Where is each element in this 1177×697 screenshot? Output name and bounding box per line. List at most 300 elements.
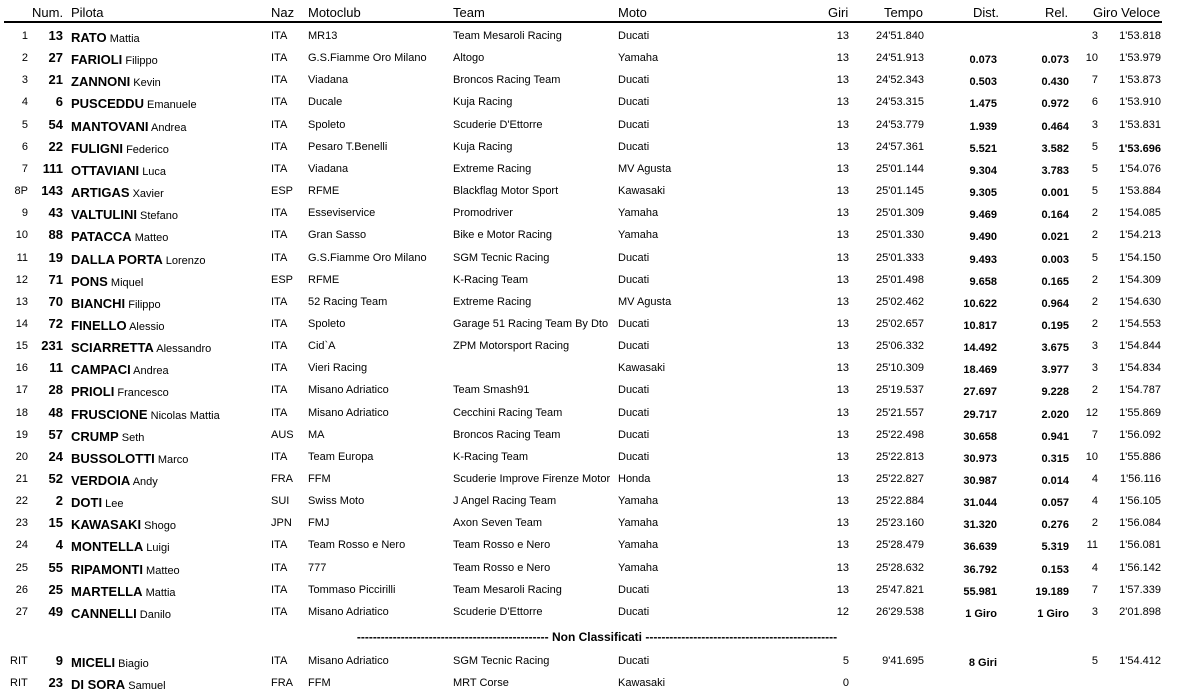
motorcycle: Ducati bbox=[618, 340, 650, 353]
fastest-lap-time: 1'53.873 bbox=[1119, 74, 1161, 87]
rider-number: 19 bbox=[48, 249, 63, 265]
team: Altogo bbox=[453, 52, 485, 65]
header-team: Team bbox=[453, 5, 485, 20]
nationality: ITA bbox=[271, 251, 288, 264]
gap-to-leader: 10.817 bbox=[963, 319, 997, 332]
fastest-lap-time: 1'53.979 bbox=[1119, 52, 1161, 65]
race-time: 25'22.884 bbox=[876, 495, 924, 508]
rider-number: 4 bbox=[55, 537, 63, 553]
result-row bbox=[0, 181, 1177, 203]
result-row bbox=[0, 225, 1177, 247]
fastest-lap-number: 3 bbox=[1091, 362, 1098, 375]
gap-to-leader: 27.697 bbox=[963, 386, 997, 399]
team: J Angel Racing Team bbox=[453, 495, 557, 508]
nationality: ITA bbox=[271, 229, 288, 242]
rider-name bbox=[71, 274, 143, 289]
rider-surname: BUSSOLOTTI bbox=[71, 450, 155, 466]
position: 3 bbox=[21, 74, 28, 87]
motoclub: Ducale bbox=[308, 96, 343, 109]
motoclub: 52 Racing Team bbox=[308, 295, 388, 308]
rider-first-name: Filippo bbox=[128, 298, 161, 311]
motorcycle: Yamaha bbox=[618, 207, 659, 220]
rider-number: 49 bbox=[48, 603, 63, 619]
rider-first-name: Matteo bbox=[146, 564, 180, 577]
rider-number: 43 bbox=[48, 205, 63, 221]
team: Kuja Racing bbox=[453, 96, 513, 109]
gap-to-leader: 0.503 bbox=[969, 76, 997, 89]
race-time: 25'06.332 bbox=[876, 340, 924, 353]
rider-surname: FULIGNI bbox=[71, 140, 123, 156]
motoclub: Pesaro T.Benelli bbox=[308, 140, 388, 153]
nationality: ITA bbox=[271, 561, 288, 574]
gap-to-previous: 3.783 bbox=[1041, 164, 1069, 177]
rider-first-name: Shogo bbox=[144, 520, 176, 533]
rider-name bbox=[71, 562, 180, 577]
position: RIT bbox=[10, 655, 28, 667]
fastest-lap-number: 2 bbox=[1091, 207, 1098, 220]
rider-number: 28 bbox=[48, 382, 63, 398]
rider-name bbox=[71, 207, 178, 222]
gap-to-previous: 0.315 bbox=[1041, 452, 1069, 465]
result-row bbox=[0, 469, 1177, 491]
nationality: ITA bbox=[271, 655, 288, 667]
rider-surname: FRUSCIONE bbox=[71, 406, 148, 422]
position: 10 bbox=[15, 229, 28, 242]
motoclub: FFM bbox=[308, 677, 331, 689]
nationality: JPN bbox=[271, 517, 292, 530]
fastest-lap-number: 10 bbox=[1085, 450, 1098, 463]
rider-surname: CANNELLI bbox=[71, 605, 137, 621]
team: Team Rosso e Nero bbox=[453, 561, 551, 574]
motorcycle: Ducati bbox=[618, 140, 650, 153]
laps: 13 bbox=[836, 30, 849, 42]
fastest-lap-number: 7 bbox=[1091, 428, 1098, 441]
rider-number: 13 bbox=[48, 28, 63, 43]
rider-first-name: Seth bbox=[121, 431, 145, 444]
fastest-lap-time: 1'54.150 bbox=[1119, 251, 1161, 264]
header-moto: Moto bbox=[618, 5, 647, 20]
laps: 13 bbox=[836, 450, 849, 463]
nationality: ITA bbox=[271, 295, 288, 308]
result-row bbox=[0, 580, 1177, 602]
rider-name bbox=[71, 495, 123, 510]
race-time: 25'28.479 bbox=[876, 539, 924, 552]
fastest-lap-time: 1'54.630 bbox=[1119, 295, 1161, 308]
nationality: ITA bbox=[271, 450, 288, 463]
gap-to-leader: 36.639 bbox=[963, 541, 997, 554]
nationality: ITA bbox=[271, 162, 288, 175]
laps: 13 bbox=[836, 517, 849, 530]
rider-surname: PRIOLI bbox=[71, 384, 115, 400]
motoclub: Esseviservice bbox=[308, 207, 376, 220]
rider-surname: FARIOLI bbox=[71, 52, 123, 68]
rider-number: 52 bbox=[48, 471, 63, 486]
fastest-lap-number: 7 bbox=[1091, 74, 1098, 87]
team: K-Racing Team bbox=[453, 450, 528, 463]
rider-surname: VERDOIA bbox=[71, 473, 131, 488]
rider-name bbox=[71, 52, 158, 67]
race-time: 25'01.145 bbox=[876, 185, 924, 198]
position: 13 bbox=[15, 295, 28, 308]
result-row bbox=[0, 270, 1177, 292]
gap-to-leader: 14.492 bbox=[963, 342, 997, 355]
header-naz: Naz bbox=[271, 5, 295, 20]
motoclub: Vieri Racing bbox=[308, 362, 368, 375]
laps: 13 bbox=[836, 340, 849, 353]
gap-to-leader: 55.981 bbox=[963, 585, 997, 598]
motoclub: MA bbox=[308, 428, 325, 441]
laps: 13 bbox=[836, 384, 849, 397]
rider-first-name: Emanuele bbox=[147, 99, 197, 112]
gap-to-previous: 0.073 bbox=[1041, 54, 1069, 67]
gap-to-leader: 8 Giri bbox=[968, 657, 997, 669]
gap-to-previous: 0.972 bbox=[1041, 98, 1069, 111]
fastest-lap-time: 1'54.085 bbox=[1119, 207, 1161, 220]
fastest-lap-number: 3 bbox=[1091, 340, 1098, 353]
rider-name bbox=[71, 141, 169, 156]
rider-name bbox=[71, 517, 176, 532]
nationality: ITA bbox=[271, 317, 288, 330]
race-time: 25'01.330 bbox=[876, 229, 924, 242]
header-num: Num. bbox=[32, 5, 64, 20]
motorcycle: Ducati bbox=[618, 428, 650, 441]
gap-to-leader: 9.469 bbox=[969, 209, 997, 222]
rider-number: 54 bbox=[48, 116, 63, 132]
fastest-lap-time: 1'56.105 bbox=[1119, 495, 1161, 508]
gap-to-leader: 5.521 bbox=[969, 142, 997, 155]
motoclub: Swiss Moto bbox=[308, 495, 365, 508]
gap-to-previous: 0.165 bbox=[1041, 275, 1069, 288]
rider-surname: BIANCHI bbox=[71, 295, 126, 311]
header-giri: Giri bbox=[828, 5, 849, 20]
rider-first-name: Biagio bbox=[118, 658, 149, 670]
fastest-lap-number: 2 bbox=[1091, 273, 1098, 286]
fastest-lap-time: 1'54.834 bbox=[1119, 362, 1161, 375]
gap-to-leader: 10.622 bbox=[963, 297, 997, 310]
rider-name bbox=[71, 539, 170, 554]
race-time: 25'01.144 bbox=[876, 162, 924, 175]
gap-to-previous: 0.941 bbox=[1041, 430, 1069, 443]
laps: 13 bbox=[836, 495, 849, 508]
result-row bbox=[0, 513, 1177, 535]
result-row bbox=[0, 159, 1177, 181]
gap-to-leader: 1.475 bbox=[969, 98, 997, 111]
team: Blackflag Motor Sport bbox=[453, 185, 559, 198]
rider-name bbox=[71, 677, 166, 692]
result-row bbox=[0, 403, 1177, 425]
fastest-lap-time: 1'53.884 bbox=[1119, 185, 1161, 198]
laps: 13 bbox=[836, 162, 849, 175]
gap-to-previous: 0.003 bbox=[1041, 253, 1069, 266]
position: 5 bbox=[21, 118, 28, 131]
race-time: 25'10.309 bbox=[876, 362, 924, 375]
rider-number: 48 bbox=[48, 404, 63, 420]
motoclub: Viadana bbox=[308, 162, 349, 175]
rider-name bbox=[71, 229, 168, 244]
rider-surname: PUSCEDDU bbox=[71, 96, 144, 112]
race-time: 25'47.821 bbox=[876, 583, 924, 596]
position: RIT bbox=[10, 677, 28, 689]
team: Extreme Racing bbox=[453, 295, 532, 308]
motorcycle: Yamaha bbox=[618, 561, 659, 574]
fastest-lap-time: 1'56.084 bbox=[1119, 517, 1161, 530]
fastest-lap-number: 2 bbox=[1091, 317, 1098, 330]
rider-number: 231 bbox=[41, 338, 63, 354]
gap-to-previous: 1 Giro bbox=[1037, 607, 1069, 620]
fastest-lap-time: 1'57.339 bbox=[1119, 583, 1161, 596]
gap-to-leader: 1 Giro bbox=[965, 607, 997, 620]
motoclub: Misano Adriatico bbox=[308, 384, 389, 397]
rider-name bbox=[71, 119, 186, 134]
laps: 13 bbox=[836, 140, 849, 153]
gap-to-previous: 0.153 bbox=[1041, 563, 1069, 576]
motoclub: FFM bbox=[308, 473, 331, 485]
team: Scuderie D'Ettorre bbox=[453, 605, 543, 618]
position: 7 bbox=[21, 162, 28, 175]
motoclub: 777 bbox=[308, 561, 327, 574]
gap-to-leader: 30.658 bbox=[963, 430, 997, 443]
laps: 13 bbox=[836, 406, 849, 419]
nationality: ITA bbox=[271, 340, 288, 353]
rider-first-name: Alessandro bbox=[156, 343, 212, 356]
rider-first-name: Andrea bbox=[133, 365, 169, 378]
rider-first-name: Stefano bbox=[140, 210, 178, 223]
fastest-lap-number: 5 bbox=[1091, 251, 1098, 264]
rider-surname: ZANNONI bbox=[71, 74, 131, 90]
rider-first-name: Luca bbox=[142, 165, 167, 178]
rider-surname: MANTOVANI bbox=[71, 118, 149, 134]
rider-first-name: Luigi bbox=[146, 542, 170, 555]
race-time: 9'41.695 bbox=[882, 655, 924, 667]
result-row bbox=[0, 491, 1177, 513]
fastest-lap-number: 2 bbox=[1091, 295, 1098, 308]
rider-number: 72 bbox=[48, 315, 63, 331]
rider-first-name: Francesco bbox=[117, 387, 169, 400]
race-time: 24'52.343 bbox=[876, 74, 924, 87]
motorcycle: Ducati bbox=[618, 251, 650, 264]
rider-surname: CRUMP bbox=[71, 428, 119, 444]
rider-number: 9 bbox=[55, 653, 63, 668]
rider-first-name: Mattia bbox=[109, 33, 140, 45]
team: Kuja Racing bbox=[453, 140, 513, 153]
gap-to-previous: 0.164 bbox=[1041, 209, 1069, 222]
race-time: 25'28.632 bbox=[876, 561, 924, 574]
team: Team Smash91 bbox=[453, 384, 530, 397]
rider-name bbox=[71, 655, 149, 670]
motoclub: Misano Adriatico bbox=[308, 406, 389, 419]
gap-to-previous: 0.001 bbox=[1041, 187, 1069, 200]
position: 12 bbox=[15, 273, 28, 286]
laps: 13 bbox=[836, 428, 849, 441]
motoclub: Spoleto bbox=[308, 118, 346, 131]
motorcycle: Yamaha bbox=[618, 517, 659, 530]
rider-name bbox=[71, 340, 211, 355]
result-row bbox=[0, 602, 1177, 624]
rider-name bbox=[71, 96, 197, 111]
gap-to-leader: 31.044 bbox=[963, 497, 997, 510]
motorcycle: Honda bbox=[618, 473, 651, 485]
motorcycle: Yamaha bbox=[618, 495, 659, 508]
position: 8P bbox=[14, 185, 28, 198]
motorcycle: Yamaha bbox=[618, 229, 659, 242]
motorcycle: Ducati bbox=[618, 317, 650, 330]
fastest-lap-number: 5 bbox=[1091, 655, 1098, 667]
nationality: ITA bbox=[271, 30, 288, 42]
gap-to-leader: 30.973 bbox=[963, 452, 997, 465]
header-rule bbox=[4, 21, 1162, 23]
rider-number: 71 bbox=[48, 271, 63, 287]
motorcycle: Ducati bbox=[618, 384, 650, 397]
nationality: ITA bbox=[271, 74, 288, 87]
fastest-lap-time: 1'53.818 bbox=[1119, 30, 1161, 42]
rider-surname: MICELI bbox=[71, 655, 116, 670]
race-time: 25'01.333 bbox=[876, 251, 924, 264]
rider-surname: PONS bbox=[71, 273, 108, 289]
rider-name bbox=[71, 252, 206, 267]
motoclub: FMJ bbox=[308, 517, 330, 530]
motoclub: Team Europa bbox=[308, 450, 374, 463]
motorcycle: Yamaha bbox=[618, 539, 659, 552]
fastest-lap-time: 1'53.696 bbox=[1118, 142, 1161, 155]
fastest-lap-time: 1'54.553 bbox=[1119, 317, 1161, 330]
team: Garage 51 Racing Team By Dto bbox=[453, 317, 609, 330]
motorcycle: Ducati bbox=[618, 583, 650, 596]
nationality: ITA bbox=[271, 118, 288, 131]
fastest-lap-number: 5 bbox=[1091, 162, 1098, 175]
rider-number: 22 bbox=[48, 138, 63, 154]
position: 18 bbox=[15, 406, 28, 419]
rider-surname: VALTULINI bbox=[71, 207, 137, 223]
rider-name bbox=[71, 584, 176, 599]
race-time: 25'22.498 bbox=[876, 428, 924, 441]
rider-name bbox=[71, 384, 169, 399]
rider-first-name: Kevin bbox=[133, 77, 161, 90]
rider-first-name: Nicolas Mattia bbox=[150, 409, 220, 422]
motoclub: RFME bbox=[308, 273, 340, 286]
motoclub: Spoleto bbox=[308, 317, 346, 330]
gap-to-previous: 0.430 bbox=[1041, 76, 1069, 89]
laps: 12 bbox=[836, 605, 849, 618]
motorcycle: Ducati bbox=[618, 605, 650, 618]
motoclub: RFME bbox=[308, 185, 340, 198]
race-time: 24'51.840 bbox=[876, 30, 924, 42]
team: Broncos Racing Team bbox=[453, 428, 561, 441]
rider-name bbox=[71, 296, 161, 311]
motoclub: Misano Adriatico bbox=[308, 655, 389, 667]
result-row bbox=[0, 380, 1177, 402]
fastest-lap-number: 2 bbox=[1091, 229, 1098, 242]
rider-number: 15 bbox=[48, 515, 63, 531]
result-row bbox=[0, 48, 1177, 70]
rider-first-name: Samuel bbox=[128, 680, 166, 692]
rider-number: 23 bbox=[48, 675, 63, 690]
fastest-lap-number: 6 bbox=[1091, 96, 1098, 109]
rider-first-name: Mattia bbox=[145, 586, 176, 599]
motorcycle: Ducati bbox=[618, 30, 650, 42]
fastest-lap-number: 10 bbox=[1085, 52, 1098, 65]
result-row bbox=[0, 115, 1177, 137]
rider-surname: CAMPACI bbox=[71, 362, 131, 378]
rider-first-name: Marco bbox=[157, 453, 189, 466]
race-time: 24'57.361 bbox=[876, 140, 924, 153]
gap-to-leader: 9.304 bbox=[969, 164, 997, 177]
rider-number: 143 bbox=[41, 183, 63, 199]
position: 23 bbox=[15, 517, 28, 530]
header-giro-veloce: Giro Veloce bbox=[1093, 5, 1161, 20]
rider-first-name: Lorenzo bbox=[165, 254, 206, 267]
rider-name bbox=[71, 30, 140, 45]
fastest-lap-time: 1'54.076 bbox=[1119, 162, 1161, 175]
rider-number: 11 bbox=[49, 360, 63, 376]
result-row bbox=[0, 203, 1177, 225]
position: 20 bbox=[15, 450, 28, 463]
rider-name bbox=[71, 74, 161, 89]
laps: 0 bbox=[842, 677, 849, 689]
motorcycle: Ducati bbox=[618, 96, 650, 109]
rider-first-name: Filippo bbox=[125, 55, 158, 68]
rider-name bbox=[71, 407, 220, 422]
rider-first-name: Andy bbox=[132, 476, 158, 488]
laps: 13 bbox=[836, 118, 849, 131]
result-row bbox=[0, 26, 1177, 48]
fastest-lap-number: 5 bbox=[1091, 185, 1098, 198]
rider-surname: DOTI bbox=[71, 495, 103, 511]
gap-to-leader: 31.320 bbox=[963, 519, 997, 532]
motorcycle: Ducati bbox=[618, 118, 650, 131]
fastest-lap-time: 1'53.910 bbox=[1119, 96, 1161, 109]
motoclub: Gran Sasso bbox=[308, 229, 367, 242]
rider-first-name: Lee bbox=[105, 498, 124, 511]
motorcycle: Kawasaki bbox=[618, 362, 666, 375]
fastest-lap-time: 1'53.831 bbox=[1119, 118, 1161, 131]
rider-number: 111 bbox=[42, 160, 63, 176]
team: Scuderie D'Ettorre bbox=[453, 118, 543, 131]
fastest-lap-time: 1'55.869 bbox=[1119, 406, 1161, 419]
result-row bbox=[0, 248, 1177, 270]
rider-surname: DALLA PORTA bbox=[71, 251, 163, 267]
gap-to-leader: 1.939 bbox=[969, 120, 997, 133]
gap-to-previous: 9.228 bbox=[1041, 386, 1069, 399]
nationality: ITA bbox=[271, 52, 288, 65]
rider-first-name: Andrea bbox=[150, 121, 187, 134]
gap-to-previous: 2.020 bbox=[1041, 408, 1069, 421]
fastest-lap-time: 1'56.092 bbox=[1119, 428, 1161, 441]
laps: 13 bbox=[836, 362, 849, 375]
gap-to-previous: 19.189 bbox=[1035, 585, 1069, 598]
rider-number: 88 bbox=[48, 227, 63, 243]
nationality: SUI bbox=[271, 495, 290, 508]
position: 21 bbox=[15, 473, 28, 485]
fastest-lap-time: 1'54.412 bbox=[1119, 655, 1161, 667]
rider-surname: DI SORA bbox=[71, 677, 126, 692]
motorcycle: Ducati bbox=[618, 273, 650, 286]
nationality: ITA bbox=[271, 140, 288, 153]
result-row bbox=[0, 314, 1177, 336]
laps: 13 bbox=[836, 539, 849, 552]
position: 1 bbox=[21, 30, 28, 42]
position: 6 bbox=[21, 140, 28, 153]
fastest-lap-time: 1'54.844 bbox=[1119, 340, 1161, 353]
team: SGM Tecnic Racing bbox=[453, 251, 550, 264]
race-time: 25'22.813 bbox=[876, 450, 924, 463]
nationality: ITA bbox=[271, 406, 288, 419]
gap-to-previous: 0.021 bbox=[1041, 231, 1069, 244]
motoclub: Team Rosso e Nero bbox=[308, 539, 406, 552]
team: MRT Corse bbox=[453, 677, 509, 689]
team: Scuderie Improve Firenze Motor bbox=[453, 473, 611, 485]
rider-surname: FINELLO bbox=[71, 317, 127, 333]
gap-to-leader: 0.073 bbox=[969, 54, 997, 67]
